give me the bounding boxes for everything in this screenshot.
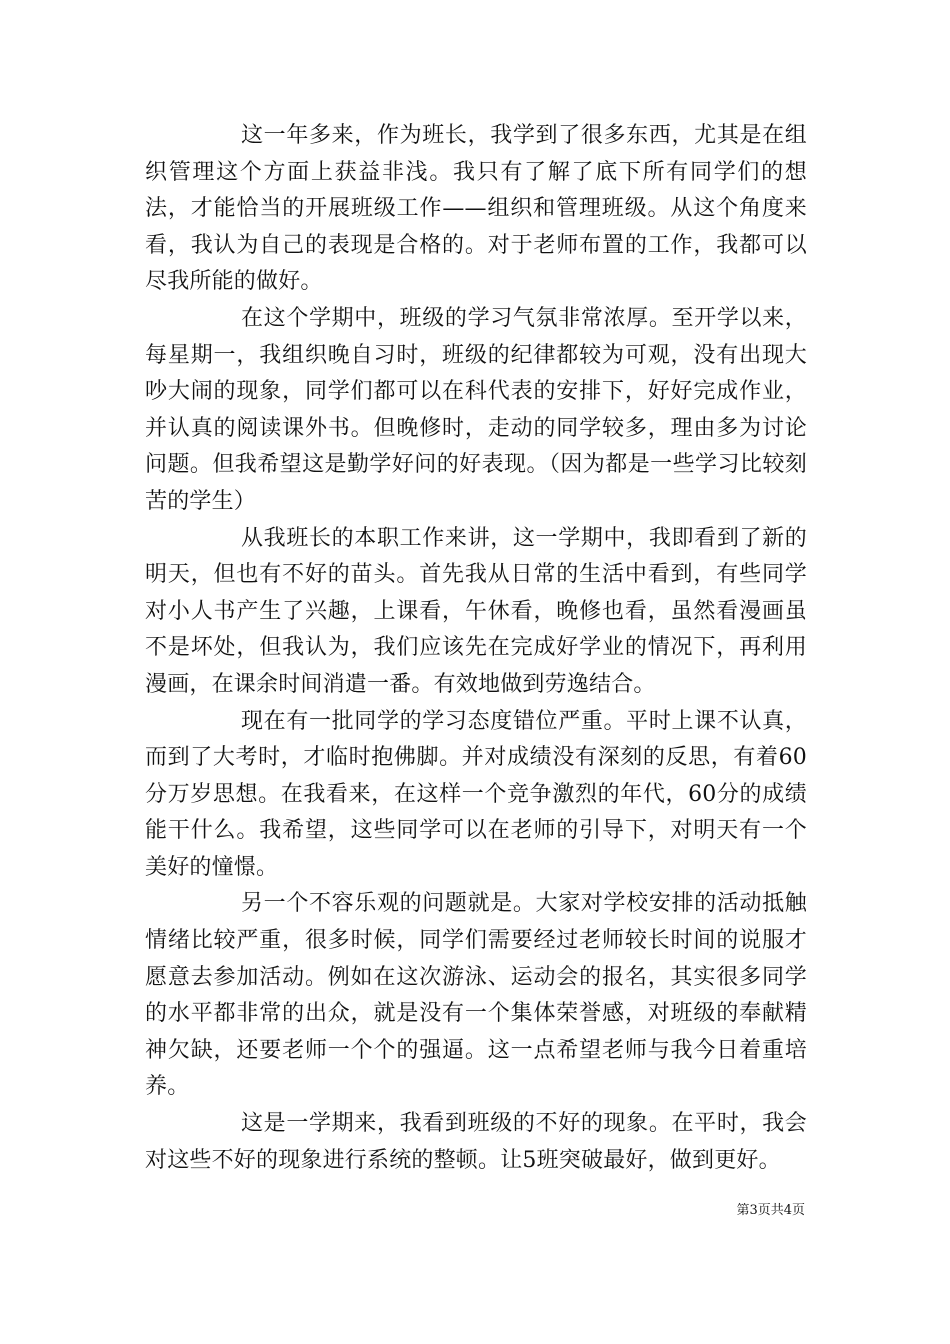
paragraph-4: 现在有一批同学的学习态度错位严重。平时上课不认真，而到了大考时，才临时抱佛脚。并对成绩没有深刻的反思，有着60分万岁思想。在我看来，在这样一个竞争激烈的年代，60分的成绩能干什么。我希望，这些同学可以在老师的引导下，对明天有一个美好的憧憬。: [145, 708, 807, 880]
page-number-footer: 第3页共4页: [736, 1203, 805, 1218]
paragraph-1: 这一年多来，作为班长，我学到了很多东西，尤其是在组织管理这个方面上获益非浅。我只有了解了底下所有同学们的想法，才能恰当的开展班级工作——组织和管理班级。从这个角度来看，我认为自己的表现是合格的。对于老师布置的工作，我都可以尽我所能的做好。: [145, 123, 807, 295]
paragraph-2: 在这个学期中，班级的学习气氛非常浓厚。至开学以来，每星期一，我组织晚自习时，班级的纪律都较为可观，没有出现大吵大闹的现象，同学们都可以在科代表的安排下，好好完成作业，并认真的阅读课外书。但晚修时，走动的同学较多，理由多为讨论问题。但我希望这是勤学好问的好表现。（因为都是一些学习比较刻苦的学生）: [145, 305, 807, 514]
document-body: [145, 118, 807, 1179]
paragraph-3: 从我班长的本职工作来讲，这一学期中，我即看到了新的明天，但也有不好的苗头。首先我从日常的生活中看到，有些同学对小人书产生了兴趣，上课看，午休看，晚修也看，虽然看漫画虽不是坏处，但我认为，我们应该先在完成好学业的情况下，再利用漫画，在课余时间消遣一番。有效地做到劳逸结合。: [145, 525, 807, 697]
paragraph-5: 另一个不容乐观的问题就是。大家对学校安排的活动抵触情绪比较严重，很多时候，同学们需要经过老师较长时间的说服才愿意去参加活动。例如在这次游泳、运动会的报名，其实很多同学的水平都非常的出众，就是没有一个集体荣誉感，对班级的奉献精神欠缺，还要老师一个个的强逼。这一点希望老师与我今日着重培养。: [145, 891, 807, 1100]
paragraph-6: 这是一学期来，我看到班级的不好的现象。在平时，我会对这些不好的现象进行系统的整顿。让5班突破最好，做到更好。: [145, 1111, 807, 1173]
